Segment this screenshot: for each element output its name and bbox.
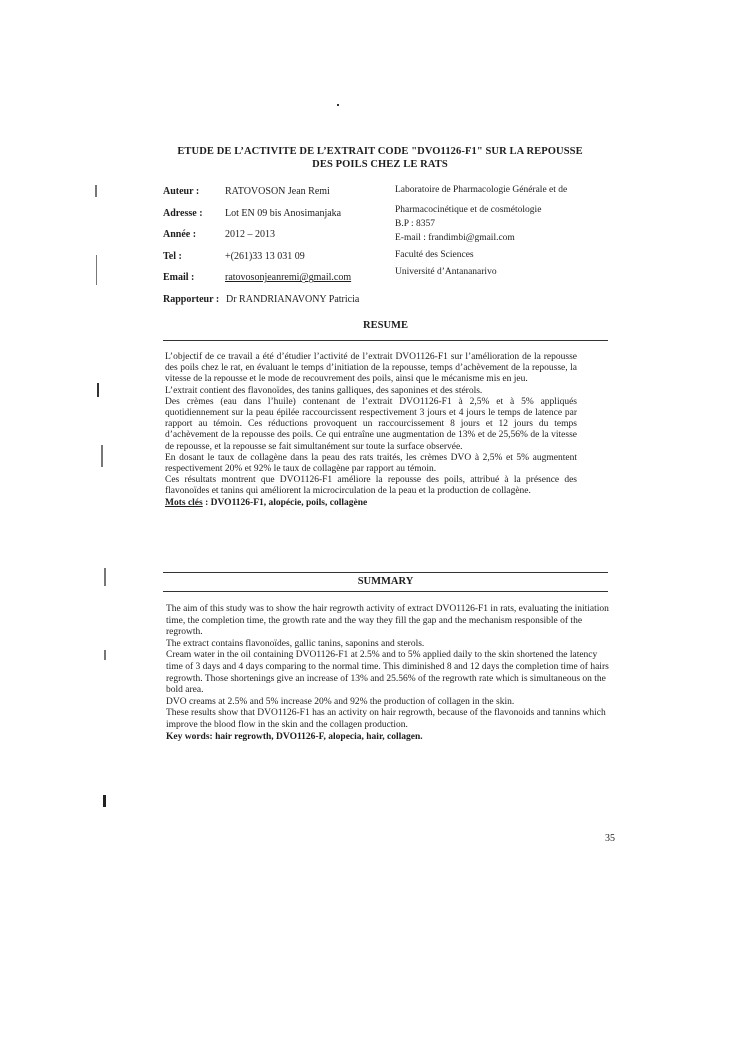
- address-label: Adresse :: [163, 207, 203, 219]
- year-label: Année :: [163, 229, 197, 241]
- resume-paragraph: Ces résultats montrent que DVO1126-F1 améliore la repousse des poils, attribué à la présence des flavonoïdes et tanins qui améliorent la microcirculation de la peau et la production de collagène.: [165, 475, 577, 497]
- lab-faculty: Faculté des Sciences: [395, 250, 474, 260]
- scan-mark: [97, 383, 99, 397]
- page-number: 35: [605, 833, 615, 844]
- rapporteur-value: Dr RANDRIANAVONY Patricia: [226, 293, 360, 305]
- resume-keywords: [165, 498, 577, 509]
- rapporteur-row: [163, 294, 359, 316]
- summary-paragraph: The extract contains flavonoïdes, gallic tanins, saponins and sterols.: [166, 638, 425, 649]
- document-title: [150, 145, 610, 171]
- scan-mark: [95, 185, 97, 197]
- lab-bp: B.P : 8357: [395, 219, 436, 229]
- phone-label: Tel :: [163, 250, 182, 262]
- summary-body: [166, 604, 610, 743]
- year-value: 2012 – 2013: [225, 229, 275, 241]
- author-info: [163, 186, 359, 316]
- resume-paragraph: L’extrait contient des flavonoïdes, des tanins galliques, des saponines et des stérols.: [165, 385, 483, 396]
- summary-paragraph: Cream water in the oil containing DVO1126-F1 at 2.5% and to 5% applied daily to the skin shortened the latency time of 3 days and 4 days comparing to the normal time. This diminished 8 and 12 days the completion time of hairs regrowth. Those shortenings give an increase of 13% and 25.56% of the regrowth rate which is simultaneous on the bold area.: [166, 650, 609, 696]
- title-line-2: DES POILS CHEZ LE RATS: [312, 159, 448, 170]
- author-value: RATOVOSON Jean Remi: [225, 186, 330, 197]
- summary-paragraph: DVO creams at 2.5% and 5% increase 20% and 92% the production of collagen in the skin.: [166, 696, 515, 707]
- resume-body: [165, 352, 577, 509]
- resume-end-rule: [163, 572, 608, 573]
- rapporteur-label: Rapporteur :: [163, 293, 220, 305]
- scan-mark: [104, 568, 106, 586]
- email-row: [163, 272, 359, 294]
- address-value: Lot EN 09 bis Anosimanjaka: [225, 207, 342, 219]
- keywords-label: Mots clés: [165, 497, 203, 508]
- resume-paragraph: Des crèmes (eau dans l’huile) contenant de l’extrait DVO1126-F1 à 2,5% et à 5% appliqués quotidiennement sur la peau épilée raccourcissent respectivement 3 jours et 4 jours le temps de latence par rapport au témoin. Ces réductions provoquent un raccourcissement 8 jours et 12 jours du temps d’achèvement de la repousse des poils. Ce qui entraîne une augmentation de 13% et de 25,56% de la vitesse de repousse, et la repousse se fait simultanément sur toute la surface observée.: [165, 396, 577, 452]
- summary-keywords: Key words: hair regrowth, DVO1126-F, alopecia, hair, collagen.: [166, 731, 423, 742]
- lab-line-2: Pharmacocinétique et de cosmétologie: [395, 205, 542, 215]
- summary-paragraph: These results show that DVO1126-F1 has an activity on hair regrowth, because of the flavonoids and tannins which improve the blood flow in the skin and the collagen production.: [166, 708, 606, 730]
- lab-university: Université d’Antananarivo: [395, 267, 497, 277]
- summary-rule: [163, 591, 608, 592]
- title-line-1: ETUDE DE L’ACTIVITE DE L’EXTRAIT CODE "DVO1126-F1" SUR LA REPOUSSE: [177, 146, 583, 157]
- summary-paragraph: The aim of this study was to show the hair regrowth activity of extract DVO1126-F1 in rats, evaluating the initiation time, the completion time, the growth rate and the way they fill the gap and the mechanism responsible of the regrowth.: [166, 604, 609, 638]
- phone-row: [163, 251, 359, 273]
- scan-mark: [101, 445, 103, 467]
- lab-email: E-mail : frandimbi@gmail.com: [395, 233, 515, 243]
- keywords-value: : DVO1126-F1, alopécie, poils, collagène: [202, 497, 368, 508]
- lab-line-1: Laboratoire de Pharmacologie Générale et de: [395, 185, 568, 195]
- year-row: [163, 229, 359, 251]
- author-label: Auteur :: [163, 186, 200, 197]
- email-label: Email :: [163, 272, 195, 284]
- phone-value: +(261)33 13 031 09: [225, 250, 305, 262]
- lab-info: [395, 183, 625, 279]
- address-row: [163, 208, 359, 230]
- summary-heading: SUMMARY: [357, 576, 414, 587]
- email-link[interactable]: ratovosonjeanremi@gmail.com: [225, 272, 352, 284]
- resume-paragraph: L’objectif de ce travail a été d’étudier l’activité de l’extrait DVO1126-F1 sur l’amélioration de la repousse des poils chez le rat, en évaluant le temps d’initiation de la repousse, temps d’achèvement de la repousse, la vitesse de la repousse et le mode de recouvrement des poils, ainsi que le mécanisme mis en jeu.: [165, 352, 577, 385]
- scan-mark: [337, 104, 339, 106]
- author-row: [163, 186, 359, 208]
- resume-heading: RESUME: [363, 320, 408, 331]
- scan-mark: [103, 795, 106, 807]
- scan-mark: [104, 650, 106, 660]
- scan-mark: [96, 255, 97, 285]
- resume-paragraph: En dosant le taux de collagène dans la peau des rats traités, les crèmes DVO à 2,5% et 5% augmentent respectivement 20% et 92% le taux de collagène par rapport au témoin.: [165, 452, 577, 475]
- resume-rule: [163, 340, 608, 341]
